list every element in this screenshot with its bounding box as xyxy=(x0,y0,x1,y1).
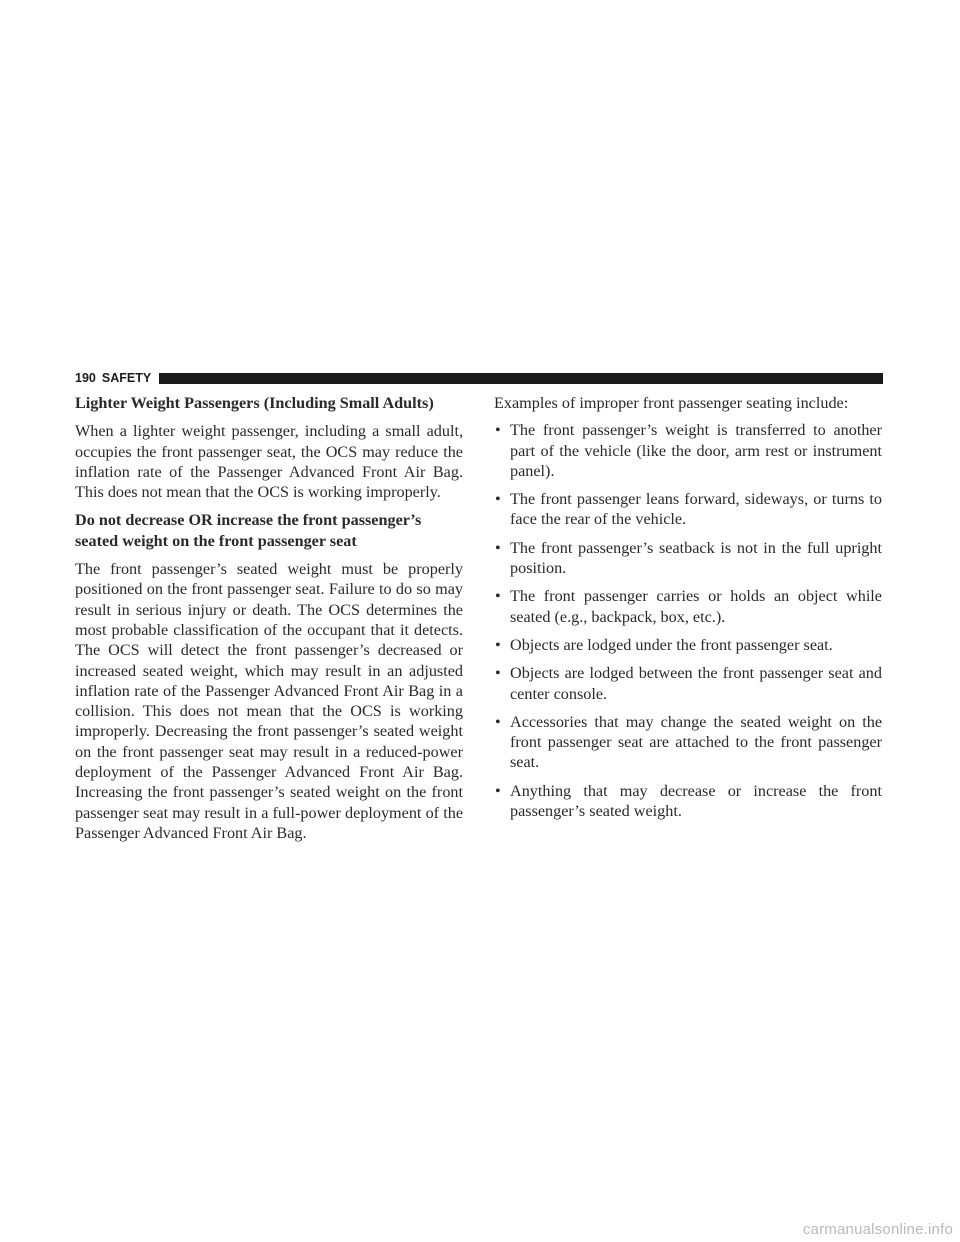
section-name: SAFETY xyxy=(101,371,152,385)
list-item-text: Anything that may decrease or increase the front passenger’s seated weight. xyxy=(510,781,882,821)
bullet-icon: • xyxy=(495,781,501,800)
list-item-text: Objects are lodged between the front passenger seat and center console. xyxy=(510,664,882,703)
list-item-text: The front passenger leans forward, sideways, or turns to face the rear of the vehicle. xyxy=(510,490,882,529)
paragraph-lighter-weight: When a lighter weight passenger, including a small adult, occupies the front passenger seat, the OCS may reduce the inflation rate of the Passenger Advanced Front Air Bag. This does not mean that the OCS is working improperly. xyxy=(75,422,463,502)
page-header xyxy=(75,370,883,386)
bullet-icon: • xyxy=(495,421,501,440)
list-item-text: The front passenger’s seatback is not in the full upright position. xyxy=(510,538,882,578)
bullet-icon: • xyxy=(495,538,501,557)
list-item xyxy=(494,635,882,655)
heading-seated-weight-warning: Do not decrease OR increase the front passenger’s seated weight on the front passenger seat xyxy=(75,511,422,550)
page-number: 190 xyxy=(75,371,96,385)
list-item-text: The front passenger’s weight is transferred to another part of the vehicle (like the door, arm rest or instrument panel). xyxy=(510,421,882,480)
bullet-icon: • xyxy=(495,664,501,683)
list-item-text: Accessories that may change the seated weight on the front passenger seat are attached to the front passenger seat. xyxy=(510,712,882,772)
paragraph-seated-weight: The front passenger’s seated weight must be properly positioned on the front passenger seat. Failure to do so may result in serious injury or death. The OCS determines the most probable classification of the occupant that it detects. The OCS will detect the front passenger’s decreased or increased seated weight, which may result in an adjusted inflation rate of the Passenger Advanced Front Air Bag in a collision. This does not mean that the OCS is working improperly. Decreasing the front passenger’s seated weight on the front passenger seat may result in a reduced-power deployment of the Passenger Advanced Front Air Bag. Increasing the front passenger’s seated weight on the front passenger seat may result in a full-power deployment of the Passenger Advanced Front Air Bag. xyxy=(75,560,463,842)
improper-seating-list xyxy=(494,420,882,821)
watermark: carmanualsonline.info xyxy=(802,1221,953,1238)
list-item xyxy=(494,781,882,822)
list-item xyxy=(494,586,882,627)
bullet-icon: • xyxy=(495,712,501,731)
left-column xyxy=(75,393,463,851)
list-item xyxy=(494,489,882,530)
list-item-text: Objects are lodged under the front passenger seat. xyxy=(510,635,833,654)
heading-lighter-weight-passengers: Lighter Weight Passengers (Including Small Adults) xyxy=(75,394,434,412)
improper-seating-intro: Examples of improper front passenger seating include: xyxy=(494,394,849,412)
list-item xyxy=(494,712,882,773)
list-item xyxy=(494,538,882,579)
list-item xyxy=(494,420,882,481)
bullet-icon: • xyxy=(495,490,501,509)
right-column xyxy=(494,393,882,829)
bullet-icon: • xyxy=(495,635,501,654)
list-item-text: The front passenger carries or holds an object while seated (e.g., backpack, box, etc.). xyxy=(510,587,882,626)
bullet-icon: • xyxy=(495,587,501,606)
list-item xyxy=(494,663,882,704)
header-rule xyxy=(159,373,883,384)
